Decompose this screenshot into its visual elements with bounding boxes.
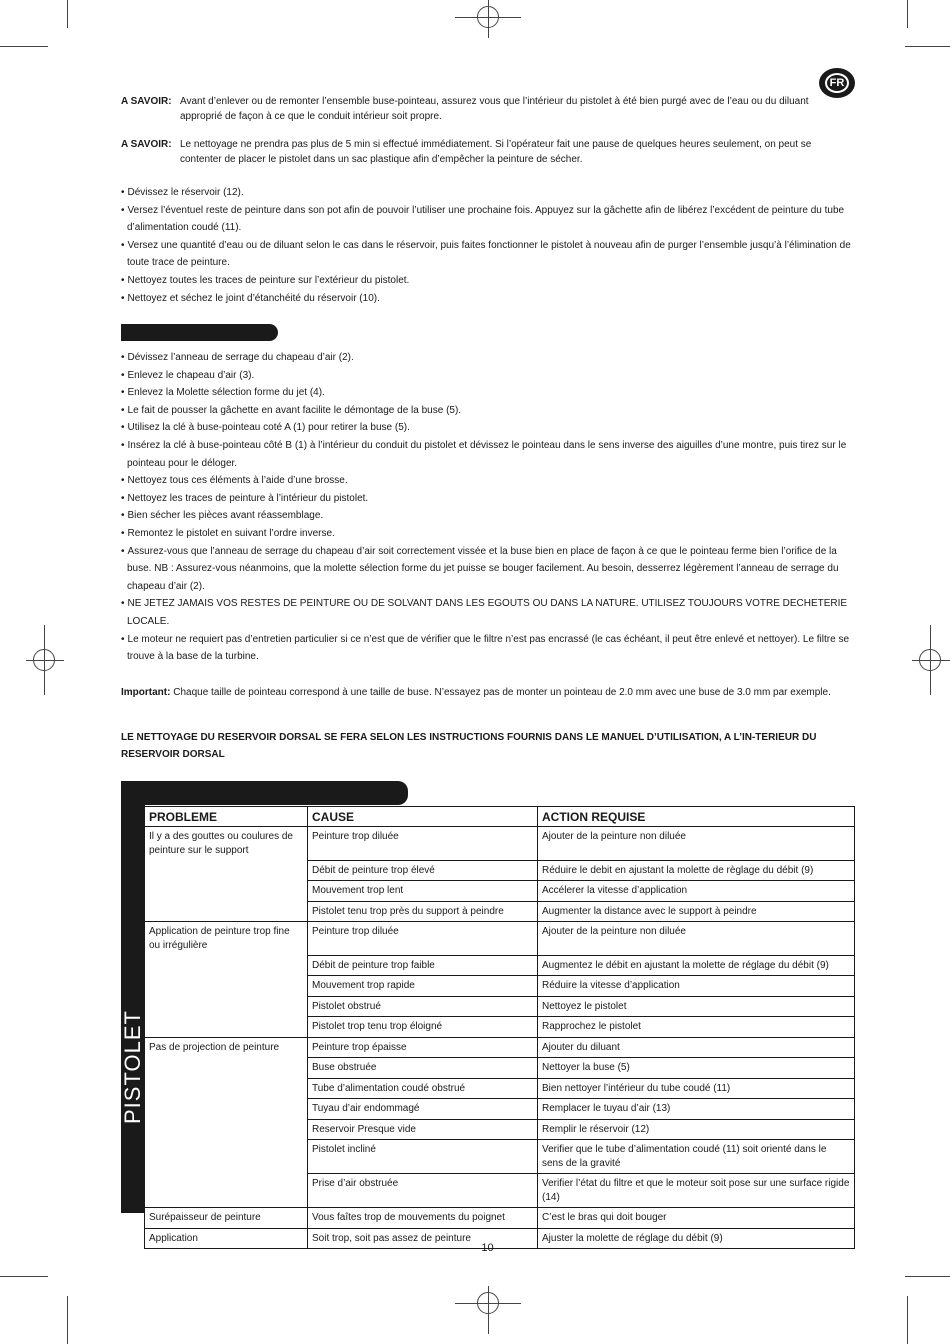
problem-cell bbox=[145, 1119, 308, 1140]
important-note bbox=[121, 686, 856, 701]
registration-target-icon bbox=[919, 649, 941, 671]
problem-cell bbox=[145, 1174, 308, 1208]
list-item: • Le fait de pousser la gâchette en avant facilite le démontage de la buse (5). bbox=[121, 402, 856, 420]
problem-cell bbox=[145, 1140, 308, 1174]
cause-cell: Peinture trop diluée bbox=[308, 922, 538, 956]
action-cell: Ajouter de la peinture non diluée bbox=[538, 922, 855, 956]
problem-cell bbox=[145, 881, 308, 902]
action-cell: Nettoyer la buse (5) bbox=[538, 1058, 855, 1079]
problem-cell bbox=[145, 1017, 308, 1038]
list-item: • Enlevez la Molette sélection forme du jet (4). bbox=[121, 384, 856, 402]
action-cell: Augmenter la distance avec le support à peindre bbox=[538, 901, 855, 922]
cause-cell: Buse obstruée bbox=[308, 1058, 538, 1079]
table-header-tab bbox=[121, 781, 408, 805]
list-item: • Versez une quantité d’eau ou de diluant selon le cas dans le réservoir, puis faites fonctionner le pistolet à nouveau afin de purger l’ensemble jusqu’à l’élimination de toute trace de peinture. bbox=[121, 237, 856, 272]
page-number: 10 bbox=[481, 1242, 494, 1254]
problem-cell bbox=[145, 1058, 308, 1079]
table-row bbox=[145, 1140, 855, 1174]
section-header-bar bbox=[121, 324, 278, 341]
table-row bbox=[145, 1017, 855, 1038]
cause-cell: Pistolet trop tenu trop éloigné bbox=[308, 1017, 538, 1038]
table-row bbox=[145, 1119, 855, 1140]
crop-mark bbox=[0, 1276, 48, 1277]
table-side-label: PISTOLET bbox=[120, 1010, 145, 1124]
list-item: • Dévissez l’anneau de serrage du chapeau d’air (2). bbox=[121, 349, 856, 367]
cause-cell: Peinture trop épaisse bbox=[308, 1037, 538, 1058]
cause-cell: Débit de peinture trop élevé bbox=[308, 860, 538, 881]
list-item: • NE JETEZ JAMAIS VOS RESTES DE PEINTURE OU DE SOLVANT DANS LES EGOUTS OU DANS LA NATURE. UTILISEZ TOUJOURS VOTRE DECHETERIE LOCALE. bbox=[121, 595, 856, 630]
note-label: A SAVOIR: bbox=[121, 96, 172, 107]
list-item: • Nettoyez les traces de peinture à l’intérieur du pistolet. bbox=[121, 490, 856, 508]
problem-cell: Application bbox=[145, 1228, 308, 1249]
reservoir-cleaning-note: LE NETTOYAGE DU RESERVOIR DORSAL SE FERA SELON LES INSTRUCTIONS FOURNIS DANS LE MANUEL D’UTILISATION, A L’IN-TERIEUR DU RESERVOIR DORSAL bbox=[121, 732, 817, 760]
table-row bbox=[145, 1058, 855, 1079]
list-item: • Le moteur ne requiert pas d’entretien particulier si ce n’est que de vérifier que le filtre n’est pas encrassé (le cas échéant, il peut être enlevé et nettoyer). Le filtre se trouve à la base de la turbine. bbox=[121, 631, 856, 666]
cause-cell: Prise d’air obstruée bbox=[308, 1174, 538, 1208]
crop-mark bbox=[905, 1276, 950, 1277]
crop-mark bbox=[905, 46, 950, 47]
cause-cell: Débit de peinture trop faible bbox=[308, 955, 538, 976]
problem-cell bbox=[145, 976, 308, 997]
crop-mark bbox=[907, 1296, 908, 1344]
note-text: Avant d’enlever ou de remonter l’ensemble buse-pointeau, assurez vous que l’intérieur du pistolet à été bien purgé avec de l’eau ou du diluant approprié de façon à ce que le conduit intérieur soit propre. bbox=[180, 96, 809, 122]
action-cell: Verifier l’état du filtre et que le moteur soit pose sur une surface rigide (14) bbox=[538, 1174, 855, 1208]
registration-target-icon bbox=[477, 6, 499, 28]
list-item: • Bien sécher les pièces avant réassemblage. bbox=[121, 507, 856, 525]
note-text: Le nettoyage ne prendra pas plus de 5 min si effectué immédiatement. Si l’opérateur fait une pause de quelques heures seulement, on peut se contenter de placer le pistolet dans un sac plastique afin d’empêcher la peinture de sécher. bbox=[180, 139, 812, 165]
crop-mark bbox=[67, 0, 68, 28]
table-row bbox=[145, 996, 855, 1017]
column-header: PROBLEME bbox=[145, 807, 308, 827]
cause-cell: Pistolet obstrué bbox=[308, 996, 538, 1017]
action-cell: Remplir le réservoir (12) bbox=[538, 1119, 855, 1140]
registration-target-icon bbox=[33, 649, 55, 671]
problem-cell bbox=[145, 1099, 308, 1120]
list-item: • Remontez le pistolet en suivant l’ordre inverse. bbox=[121, 525, 856, 543]
action-cell: C’est le bras qui doit bouger bbox=[538, 1208, 855, 1229]
cause-cell: Vous faîtes trop de mouvements du poignet bbox=[308, 1208, 538, 1229]
action-cell: Verifier que le tube d’alimentation coudé (11) soit orienté dans le sens de la gravité bbox=[538, 1140, 855, 1174]
problem-cell: Il y a des gouttes ou coulures de peinture sur le support bbox=[145, 827, 308, 861]
table-row bbox=[145, 860, 855, 881]
table-header-row bbox=[145, 807, 855, 827]
problem-cell bbox=[145, 860, 308, 881]
cause-cell: Tuyau d’air endommagé bbox=[308, 1099, 538, 1120]
table-row bbox=[145, 1208, 855, 1229]
cause-cell: Pistolet incliné bbox=[308, 1140, 538, 1174]
table-row bbox=[145, 1099, 855, 1120]
cause-cell: Reservoir Presque vide bbox=[308, 1119, 538, 1140]
cause-cell: Mouvement trop lent bbox=[308, 881, 538, 902]
crop-mark bbox=[0, 46, 48, 47]
problem-cell bbox=[145, 901, 308, 922]
table-row bbox=[145, 955, 855, 976]
action-cell: Accélerer la vitesse d’application bbox=[538, 881, 855, 902]
crop-mark bbox=[907, 0, 908, 28]
action-cell: Rapprochez le pistolet bbox=[538, 1017, 855, 1038]
troubleshooting-table bbox=[144, 806, 855, 1249]
note-label: A SAVOIR: bbox=[121, 139, 172, 150]
action-cell: Réduire le debit en ajustant la molette de règlage du débit (9) bbox=[538, 860, 855, 881]
action-cell: Remplacer le tuyau d’air (13) bbox=[538, 1099, 855, 1120]
important-text: Chaque taille de pointeau correspond à une taille de buse. N’essayez pas de monter un pointeau de 2.0 mm avec une buse de 3.0 mm par exemple. bbox=[173, 687, 831, 698]
problem-cell bbox=[145, 955, 308, 976]
action-cell: Réduire la vitesse d’application bbox=[538, 976, 855, 997]
cause-cell: Soit trop, soit pas assez de peinture bbox=[308, 1228, 538, 1249]
table-row bbox=[145, 976, 855, 997]
column-header: ACTION REQUISE bbox=[538, 807, 855, 827]
table-row bbox=[145, 1174, 855, 1208]
cause-cell: Tube d’alimentation coudé obstrué bbox=[308, 1078, 538, 1099]
list-item: • Utilisez la clé à buse-pointeau coté A (1) pour retirer la buse (5). bbox=[121, 419, 856, 437]
table-row bbox=[145, 1078, 855, 1099]
registration-target-icon bbox=[477, 1292, 499, 1314]
list-item: • Enlevez le chapeau d’air (3). bbox=[121, 367, 856, 385]
list-item: • Nettoyez toutes les traces de peinture sur l’extérieur du pistolet. bbox=[121, 272, 856, 290]
problem-cell bbox=[145, 996, 308, 1017]
table-row bbox=[145, 901, 855, 922]
table-row bbox=[145, 881, 855, 902]
problem-cell: Application de peinture trop fine ou irrégulière bbox=[145, 922, 308, 956]
column-header: CAUSE bbox=[308, 807, 538, 827]
list-item: • Nettoyez et séchez le joint d’étanchéité du réservoir (10). bbox=[121, 290, 856, 308]
action-cell: Ajouter de la peinture non diluée bbox=[538, 827, 855, 861]
action-cell: Bien nettoyer l’intérieur du tube coudé (11) bbox=[538, 1078, 855, 1099]
list-item: • Nettoyez tous ces éléments à l’aide d’une brosse. bbox=[121, 472, 856, 490]
action-cell: Nettoyez le pistolet bbox=[538, 996, 855, 1017]
note-block bbox=[121, 94, 853, 124]
table-row bbox=[145, 1037, 855, 1058]
important-label: Important: bbox=[121, 687, 171, 698]
list-item: • Dévissez le réservoir (12). bbox=[121, 184, 856, 202]
action-cell: Ajuster la molette de réglage du débit (9) bbox=[538, 1228, 855, 1249]
cause-cell: Peinture trop diluée bbox=[308, 827, 538, 861]
note-block bbox=[121, 137, 853, 167]
list-item: • Insérez la clé à buse-pointeau côté B (1) à l’intérieur du conduit du pistolet et dévissez le pointeau dans le sens inverse des aiguilles d’une montre, puis tirez sur le pointeau pour le déloger. bbox=[121, 437, 856, 472]
action-cell: Augmentez le débit en ajustant la molette de réglage du débit (9) bbox=[538, 955, 855, 976]
crop-mark bbox=[67, 1296, 68, 1344]
cause-cell: Pistolet tenu trop près du support à peindre bbox=[308, 901, 538, 922]
problem-cell: Surépaisseur de peinture bbox=[145, 1208, 308, 1229]
cause-cell: Mouvement trop rapide bbox=[308, 976, 538, 997]
problem-cell bbox=[145, 1078, 308, 1099]
table-side-bar bbox=[121, 781, 145, 1213]
language-badge-label: FR bbox=[825, 73, 849, 93]
table-row bbox=[145, 922, 855, 956]
action-cell: Ajouter du diluant bbox=[538, 1037, 855, 1058]
problem-cell: Pas de projection de peinture bbox=[145, 1037, 308, 1058]
table-row bbox=[145, 827, 855, 861]
disassembly-steps-list bbox=[121, 349, 856, 666]
list-item: • Versez l’éventuel reste de peinture dans son pot afin de pouvoir l’utiliser une prochaine fois. Appuyez sur la gâchette afin de libérez l’excédent de peinture du tube d’alimentation coudé (11). bbox=[121, 202, 856, 237]
list-item: • Assurez-vous que l’anneau de serrage du chapeau d’air soit correctement vissée et la buse bien en place de façon à ce que le pointeau ferme bien l’orifice de la buse. NB : Assurez-vous néanmoins, que la molette sélection forme du jet puisse se bouger facilement. Au besoin, desserrez légèrement l’anneau de serrage du chapeau d’air (2). bbox=[121, 543, 856, 596]
cleaning-steps-list bbox=[121, 184, 856, 307]
